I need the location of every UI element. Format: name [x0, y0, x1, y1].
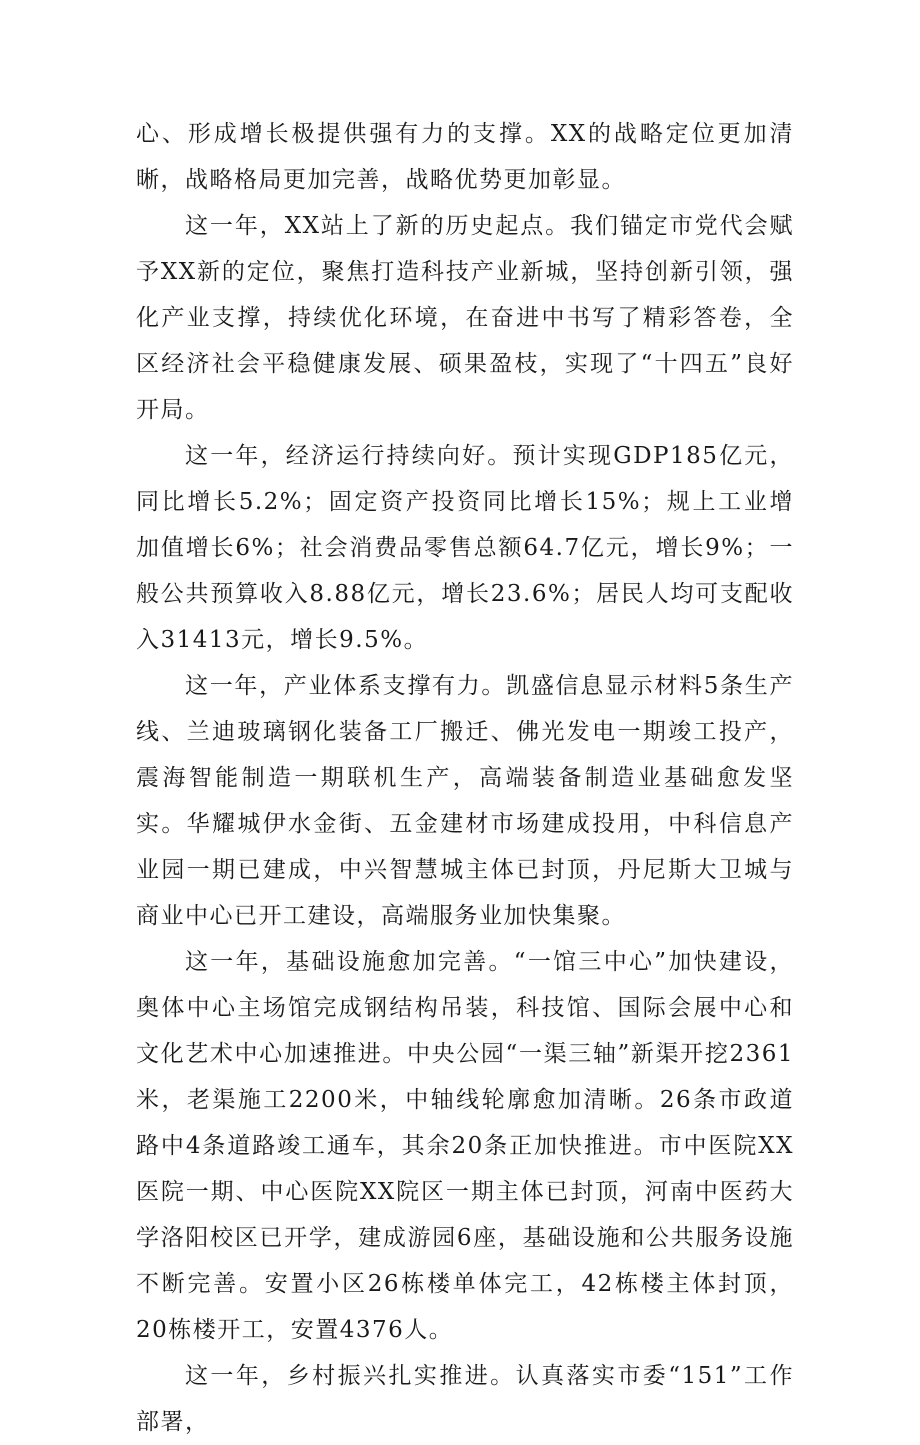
paragraph-2: 这一年，XX站上了新的历史起点。我们锚定市党代会赋予XX新的定位，聚焦打造科技产业新城，坚持创新引领，强化产业支撑，持续优化环境，在奋进中书写了精彩答卷，全区经济社会平稳健康发展、硕果盈枝，实现了“十四五”良好开局。 [136, 213, 794, 423]
paragraph-1: 心、形成增长极提供强有力的支撑。XX的战略定位更加清晰，战略格局更加完善，战略优势更加彰显。 [136, 121, 794, 193]
paragraph-5: 这一年，基础设施愈加完善。“一馆三中心”加快建设，奥体中心主场馆完成钢结构吊装，科技馆、国际会展中心和文化艺术中心加速推进。中央公园“一渠三轴”新渠开挖2361米，老渠施工2200米，中轴线轮廓愈加清晰。26条市政道路中4条道路竣工通车，其余20条正加快推进。市中医院XX医院一期、中心医院XX院区一期主体已封顶，河南中医药大学洛阳校区已开学，建成游园6座，基础设施和公共服务设施不断完善。安置小区26栋楼单体完工，42栋楼主体封顶，20栋楼开工，安置4376人。 [136, 949, 794, 1343]
paragraph-3: 这一年，经济运行持续向好。预计实现GDP185亿元，同比增长5.2%；固定资产投资同比增长15%；规上工业增加值增长6%；社会消费品零售总额64.7亿元，增长9%；一般公共预算收入8.88亿元，增长23.6%；居民人均可支配收入31413元，增长9.5%。 [136, 443, 794, 653]
paragraph-4: 这一年，产业体系支撑有力。凯盛信息显示材料5条生产线、兰迪玻璃钢化装备工厂搬迁、佛光发电一期竣工投产，震海智能制造一期联机生产，高端装备制造业基础愈发坚实。华耀城伊水金街、五金建材市场建成投用，中科信息产业园一期已建成，中兴智慧城主体已封顶，丹尼斯大卫城与商业中心已开工建设，高端服务业加快集聚。 [136, 673, 794, 929]
paragraph-6: 这一年，乡村振兴扎实推进。认真落实市委“151”工作部署， [136, 1363, 794, 1435]
